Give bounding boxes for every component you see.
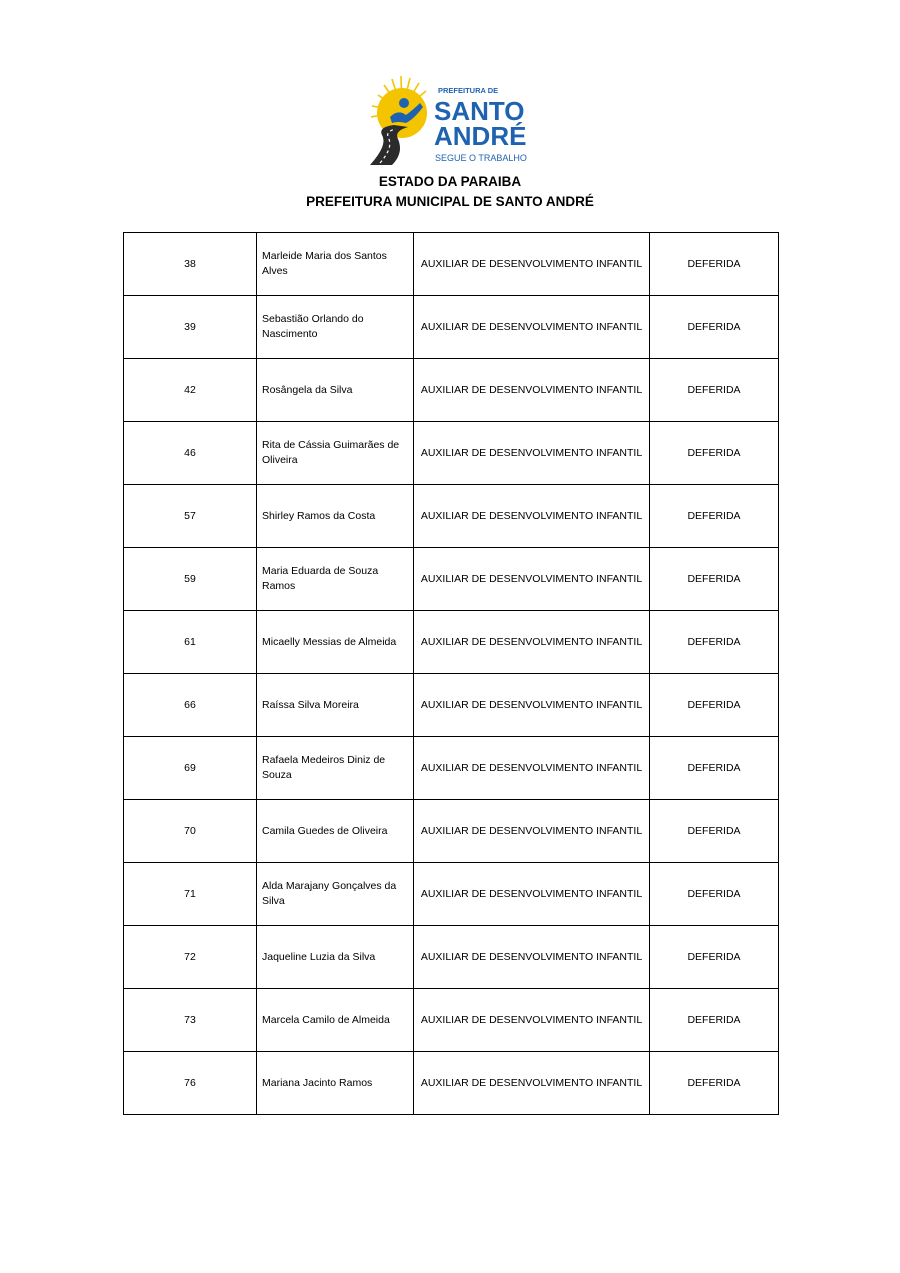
position-name: AUXILIAR DE DESENVOLVIMENTO INFANTIL: [414, 800, 650, 863]
position-name: AUXILIAR DE DESENVOLVIMENTO INFANTIL: [414, 296, 650, 359]
position-name: AUXILIAR DE DESENVOLVIMENTO INFANTIL: [414, 737, 650, 800]
table-row: [124, 296, 779, 359]
row-number: 42: [124, 359, 257, 422]
table-row: [124, 422, 779, 485]
municipality-title: PREFEITURA MUNICIPAL DE SANTO ANDRÉ: [306, 194, 594, 209]
row-number: 61: [124, 611, 257, 674]
candidate-name: Mariana Jacinto Ramos: [257, 1052, 414, 1115]
table-row: [124, 233, 779, 296]
table-row: [124, 989, 779, 1052]
santo-andre-logo: [368, 73, 530, 169]
candidate-name: Shirley Ramos da Costa: [257, 485, 414, 548]
status-cell: DEFERIDA: [650, 674, 779, 737]
row-number: 66: [124, 674, 257, 737]
status-cell: DEFERIDA: [650, 422, 779, 485]
logo-slogan: SEGUE O TRABALHO: [435, 153, 527, 163]
row-number: 38: [124, 233, 257, 296]
position-name: AUXILIAR DE DESENVOLVIMENTO INFANTIL: [414, 611, 650, 674]
status-cell: DEFERIDA: [650, 926, 779, 989]
candidate-name: Camila Guedes de Oliveira: [257, 800, 414, 863]
row-number: 57: [124, 485, 257, 548]
table-row: [124, 1052, 779, 1115]
status-cell: DEFERIDA: [650, 548, 779, 611]
position-name: AUXILIAR DE DESENVOLVIMENTO INFANTIL: [414, 359, 650, 422]
status-cell: DEFERIDA: [650, 359, 779, 422]
position-name: AUXILIAR DE DESENVOLVIMENTO INFANTIL: [414, 422, 650, 485]
position-name: AUXILIAR DE DESENVOLVIMENTO INFANTIL: [414, 548, 650, 611]
status-cell: DEFERIDA: [650, 233, 779, 296]
row-number: 39: [124, 296, 257, 359]
row-number: 59: [124, 548, 257, 611]
candidate-name: Jaqueline Luzia da Silva: [257, 926, 414, 989]
table-row: [124, 611, 779, 674]
status-cell: DEFERIDA: [650, 485, 779, 548]
status-cell: DEFERIDA: [650, 989, 779, 1052]
row-number: 70: [124, 800, 257, 863]
candidate-name: Micaelly Messias de Almeida: [257, 611, 414, 674]
table-row: [124, 359, 779, 422]
status-cell: DEFERIDA: [650, 737, 779, 800]
row-number: 46: [124, 422, 257, 485]
table-row: [124, 926, 779, 989]
row-number: 73: [124, 989, 257, 1052]
logo-line2: ANDRÉ: [434, 121, 527, 151]
candidate-name: Rafaela Medeiros Diniz de Souza: [257, 737, 414, 800]
state-title: ESTADO DA PARAIBA: [378, 174, 522, 189]
results-table-body: [124, 233, 779, 1115]
position-name: AUXILIAR DE DESENVOLVIMENTO INFANTIL: [414, 674, 650, 737]
candidate-name: Alda Marajany Gonçalves da Silva: [257, 863, 414, 926]
row-number: 71: [124, 863, 257, 926]
candidate-name: Marcela Camilo de Almeida: [257, 989, 414, 1052]
row-number: 69: [124, 737, 257, 800]
candidate-name: Rita de Cássia Guimarães de Oliveira: [257, 422, 414, 485]
candidate-name: Rosângela da Silva: [257, 359, 414, 422]
logo-line1: SANTO: [434, 96, 525, 126]
position-name: AUXILIAR DE DESENVOLVIMENTO INFANTIL: [414, 989, 650, 1052]
table-row: [124, 863, 779, 926]
table-row: [124, 800, 779, 863]
status-cell: DEFERIDA: [650, 863, 779, 926]
position-name: AUXILIAR DE DESENVOLVIMENTO INFANTIL: [414, 926, 650, 989]
position-name: AUXILIAR DE DESENVOLVIMENTO INFANTIL: [414, 233, 650, 296]
row-number: 72: [124, 926, 257, 989]
status-cell: DEFERIDA: [650, 1052, 779, 1115]
person-head-icon: [399, 98, 409, 108]
table-row: [124, 548, 779, 611]
candidate-name: Raíssa Silva Moreira: [257, 674, 414, 737]
table-row: [124, 737, 779, 800]
position-name: AUXILIAR DE DESENVOLVIMENTO INFANTIL: [414, 485, 650, 548]
table-row: [124, 674, 779, 737]
status-cell: DEFERIDA: [650, 296, 779, 359]
row-number: 76: [124, 1052, 257, 1115]
candidate-name: Maria Eduarda de Souza Ramos: [257, 548, 414, 611]
status-cell: DEFERIDA: [650, 800, 779, 863]
position-name: AUXILIAR DE DESENVOLVIMENTO INFANTIL: [414, 863, 650, 926]
candidate-name: Marleide Maria dos Santos Alves: [257, 233, 414, 296]
logo-top-text: PREFEITURA DE: [438, 86, 499, 95]
position-name: AUXILIAR DE DESENVOLVIMENTO INFANTIL: [414, 1052, 650, 1115]
table-row: [124, 485, 779, 548]
status-cell: DEFERIDA: [650, 611, 779, 674]
candidate-name: Sebastião Orlando do Nascimento: [257, 296, 414, 359]
results-table: [123, 232, 779, 1115]
